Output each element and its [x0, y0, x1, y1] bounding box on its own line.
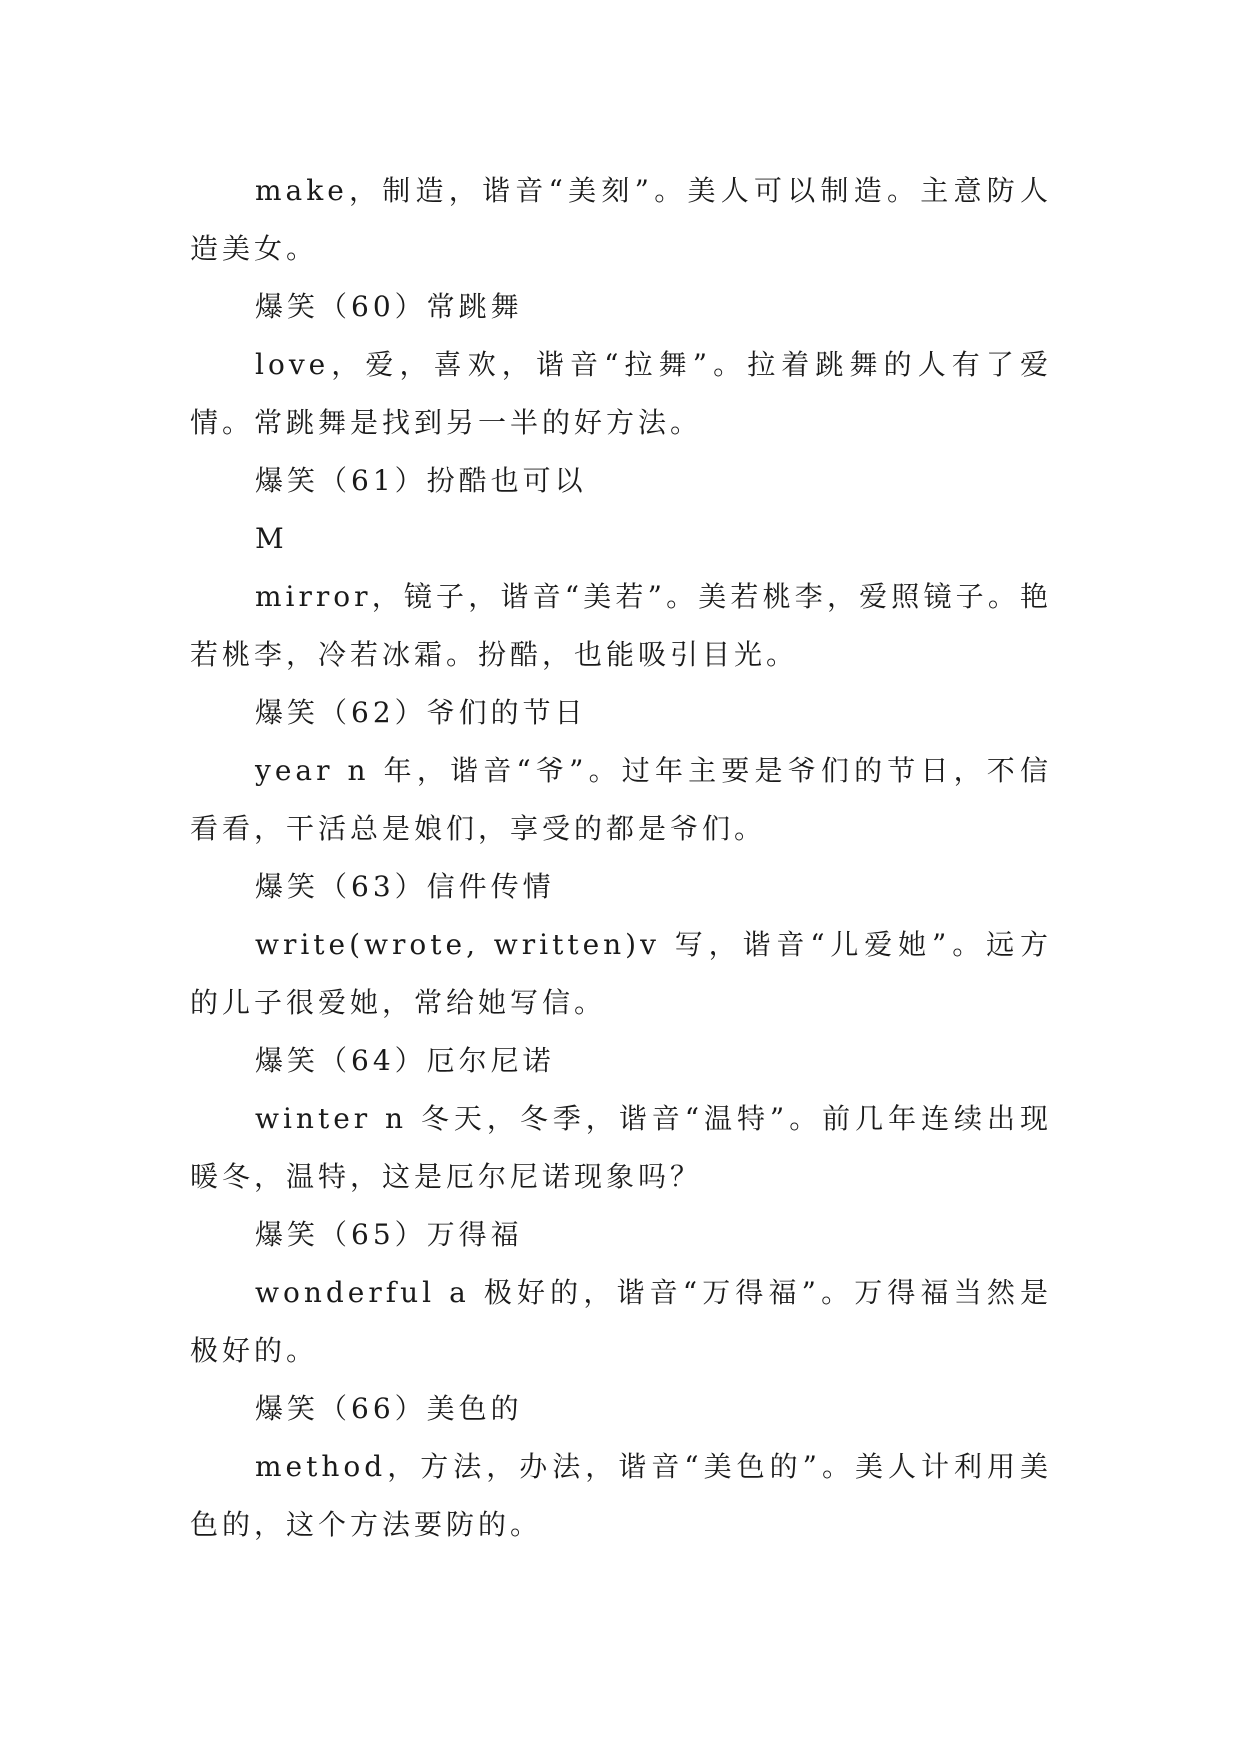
letter-heading-m: M — [255, 522, 288, 555]
heading-63: 爆笑（63）信件传情 — [255, 870, 555, 903]
paragraph-wonderful: wonderful a 极好的，谐音“万得福”。万得福当然是极好的。 — [190, 1276, 1052, 1367]
paragraph-love: love，爱，喜欢，谐音“拉舞”。拉着跳舞的人有了爱情。常跳舞是找到另一半的好方法。 — [190, 348, 1052, 439]
paragraph-year: year n 年，谐音“爷”。过年主要是爷们的节日，不信看看，干活总是娘们，享受的都是爷们。 — [190, 754, 1052, 845]
heading-64: 爆笑（64）厄尔尼诺 — [255, 1044, 555, 1077]
paragraph-make: make，制造，谐音“美刻”。美人可以制造。主意防人造美女。 — [190, 174, 1052, 265]
paragraph-winter: winter n 冬天，冬季，谐音“温特”。前几年连续出现暖冬，温特，这是厄尔尼诺现象吗？ — [190, 1102, 1052, 1193]
document-body — [190, 162, 1052, 1554]
heading-65: 爆笑（65）万得福 — [255, 1218, 523, 1251]
heading-60: 爆笑（60）常跳舞 — [255, 290, 523, 323]
heading-61: 爆笑（61）扮酷也可以 — [255, 464, 587, 497]
paragraph-method: method，方法，办法，谐音“美色的”。美人计利用美色的，这个方法要防的。 — [190, 1450, 1052, 1541]
heading-66: 爆笑（66）美色的 — [255, 1392, 523, 1425]
heading-62: 爆笑（62）爷们的节日 — [255, 696, 587, 729]
paragraph-mirror: mirror，镜子，谐音“美若”。美若桃李，爱照镜子。艳若桃李，冷若冰霜。扮酷，也能吸引目光。 — [190, 580, 1052, 671]
paragraph-write: write(wrote, written)v 写，谐音“儿爱她”。远方的儿子很爱她，常给她写信。 — [190, 928, 1052, 1019]
